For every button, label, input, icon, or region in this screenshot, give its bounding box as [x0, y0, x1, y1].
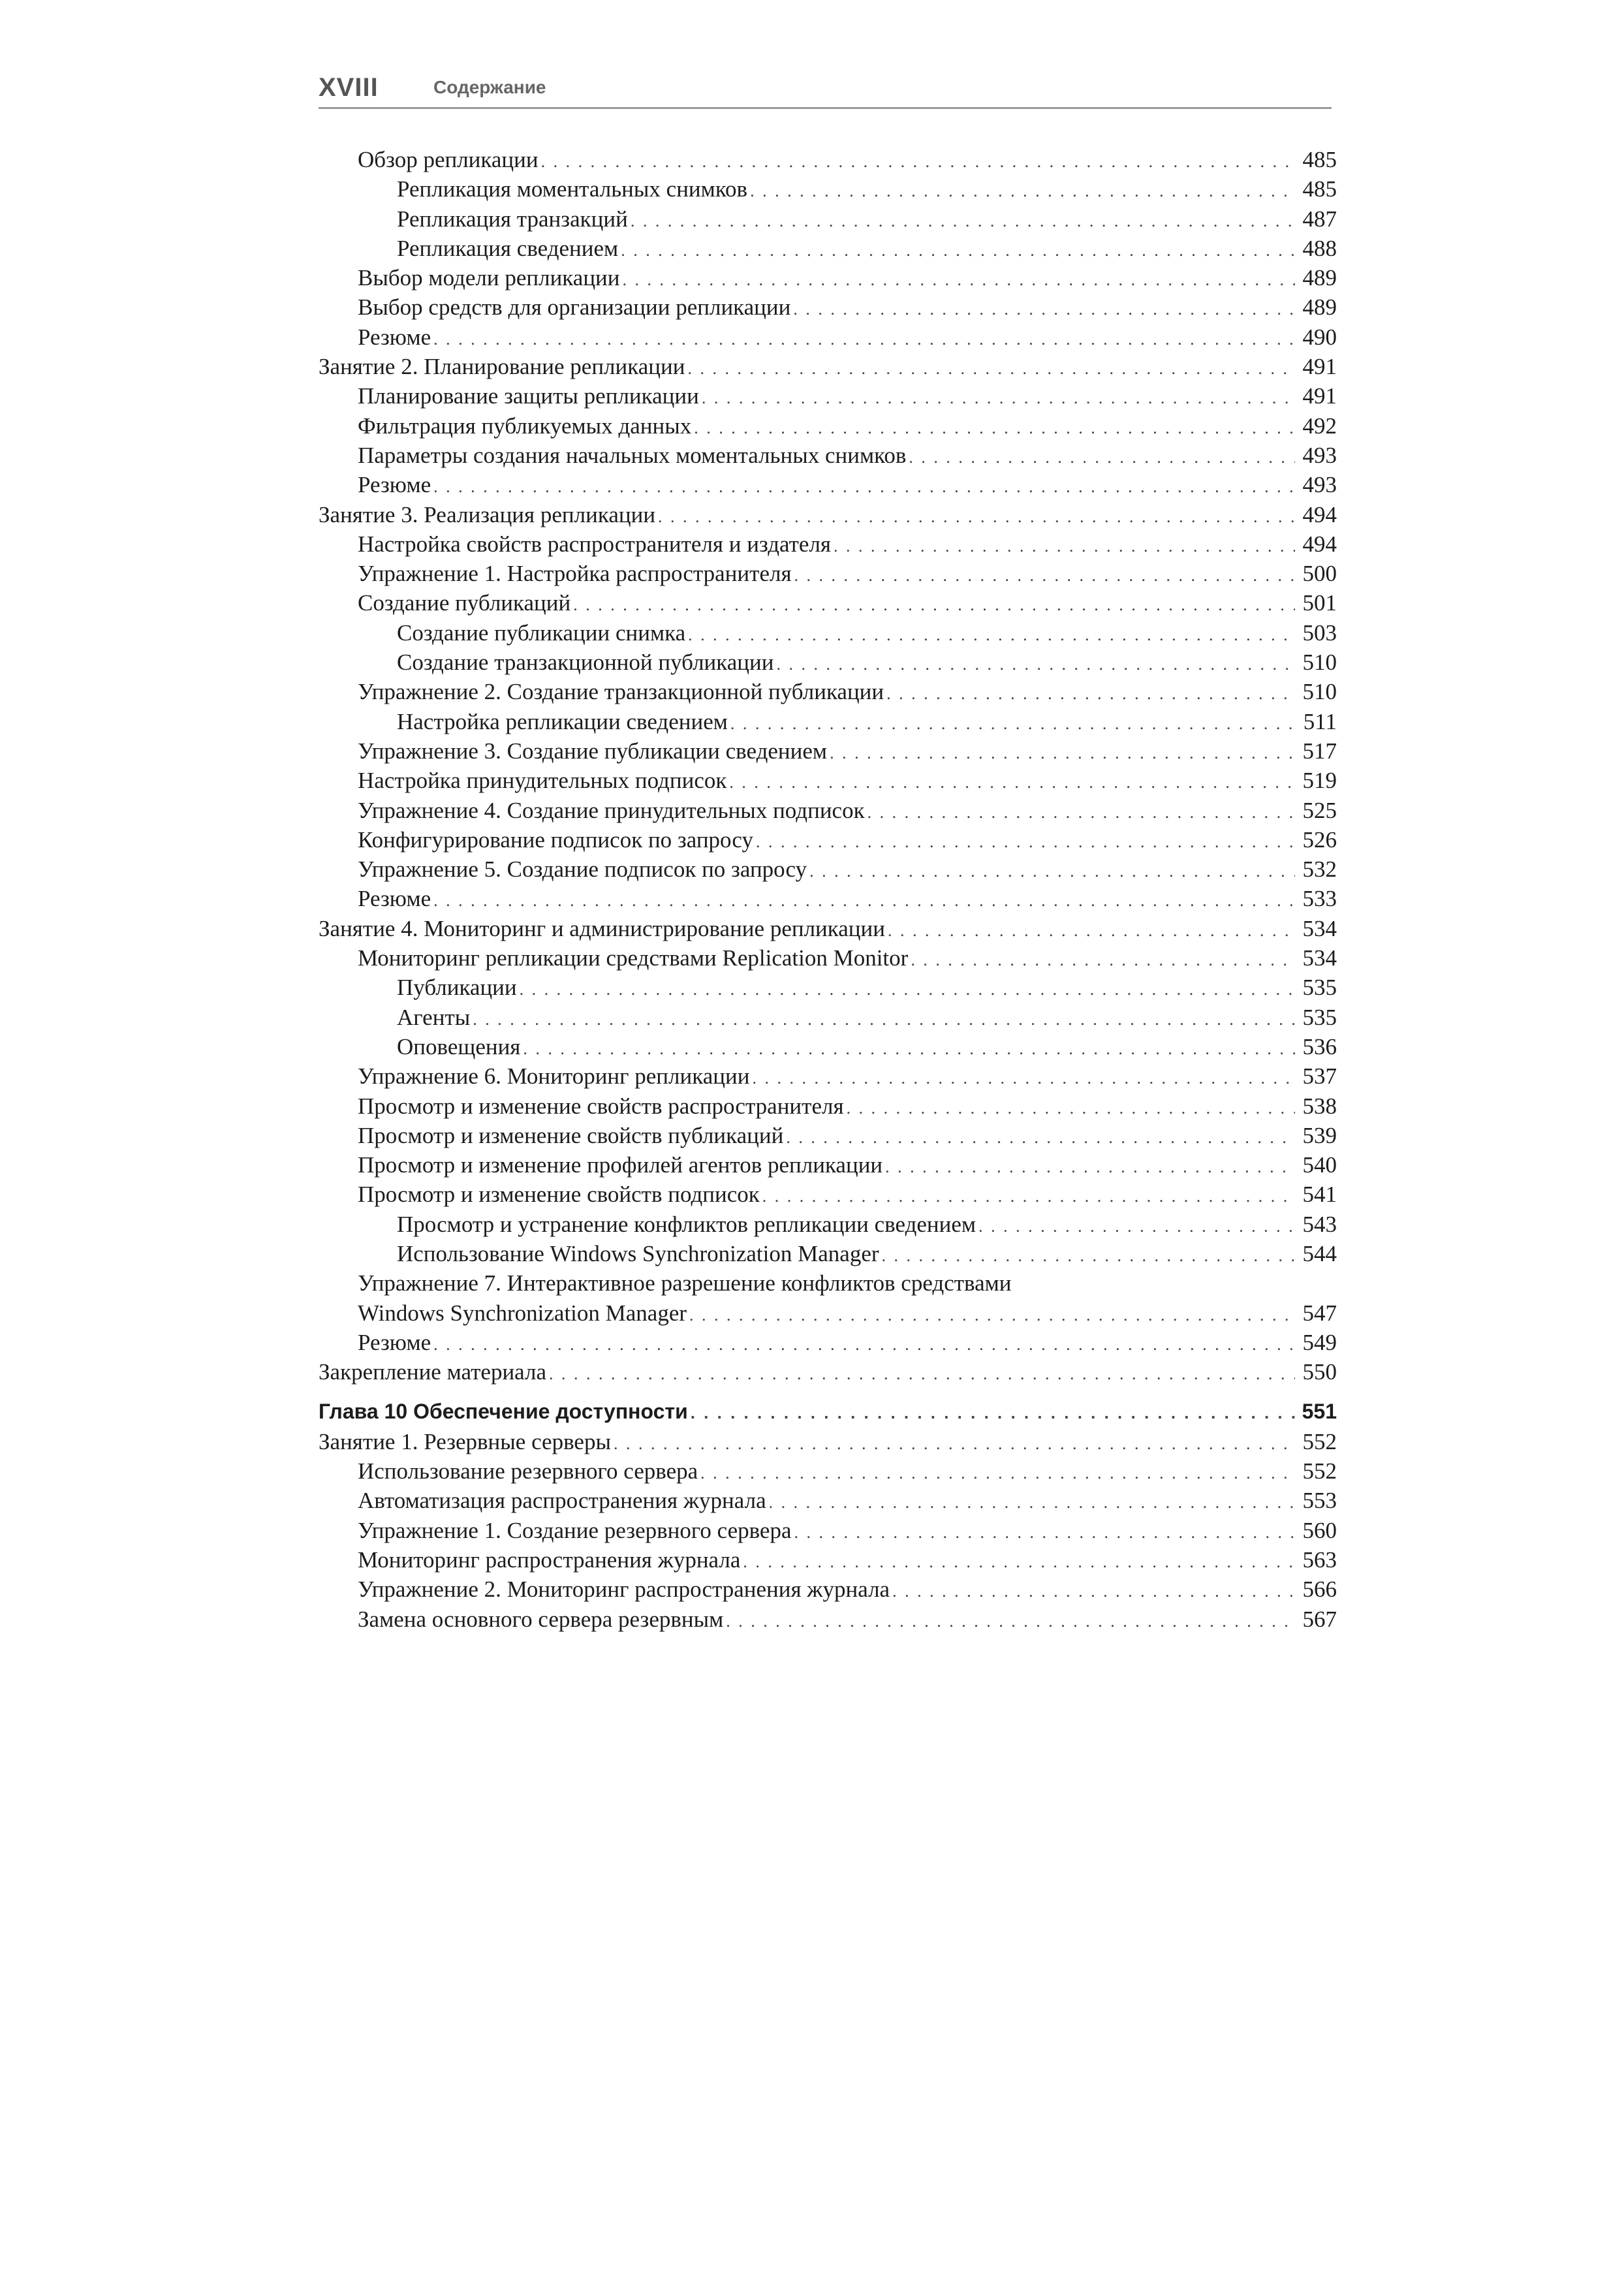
leader-dots — [888, 916, 1295, 945]
toc-entry-title: Просмотр и изменение свойств подписок — [358, 1182, 760, 1208]
leader-dots — [752, 1063, 1295, 1093]
toc-entry-title: Мониторинг репликации средствами Replication Monitor — [358, 945, 909, 971]
leader-dots — [762, 1182, 1295, 1211]
toc-entry[interactable] — [319, 292, 1337, 322]
toc-entry[interactable] — [319, 559, 1337, 588]
toc-entry[interactable] — [319, 263, 1337, 292]
toc-entry-page: 552 — [1302, 1458, 1337, 1484]
leader-dots — [631, 206, 1295, 236]
toc-entry-page: 485 — [1302, 176, 1337, 202]
toc-entry-title: Мониторинг распространения журнала — [358, 1546, 741, 1573]
toc-entry[interactable] — [319, 707, 1337, 736]
toc-entry-page: 539 — [1302, 1122, 1337, 1148]
toc-entry-title: Оповещения — [397, 1033, 521, 1059]
toc-entry[interactable] — [319, 1605, 1337, 1634]
leader-dots — [834, 531, 1295, 561]
toc-entry-page: 491 — [1302, 354, 1337, 380]
toc-entry-title: Выбор модели репликации — [358, 265, 620, 291]
chapter-title: Глава 10 Обеспечение доступности — [319, 1400, 688, 1424]
leader-dots — [786, 1123, 1295, 1152]
chapter-page: 551 — [1302, 1400, 1337, 1424]
toc-entry-title: Планирование защиты репликации — [358, 383, 699, 409]
leader-dots — [614, 1429, 1295, 1458]
toc-entry-page: 544 — [1302, 1240, 1337, 1266]
toc-entry-title: Настройка принудительных подписок — [358, 768, 727, 794]
toc-entry-title: Использование резервного сервера — [358, 1458, 698, 1484]
toc-entry-page: 526 — [1302, 826, 1337, 853]
toc-entry-title: Упражнение 7. Интерактивное разрешение конфликтов средствами — [358, 1270, 1012, 1296]
toc-entry-page: 489 — [1302, 265, 1337, 291]
toc-entry-title: Резюме — [358, 886, 431, 912]
toc-entry-page: 490 — [1302, 324, 1337, 350]
toc-entry-title: Создание транзакционной публикации — [397, 650, 774, 676]
toc-entry[interactable] — [319, 1239, 1337, 1268]
leader-dots — [689, 1300, 1295, 1330]
toc-entry-page: 519 — [1302, 768, 1337, 794]
toc-entry-title: Закрепление материала — [319, 1359, 547, 1385]
toc-entry-title: Агенты — [397, 1004, 471, 1030]
leader-dots — [978, 1212, 1295, 1241]
leader-dots — [623, 265, 1295, 294]
toc-entry-title: Упражнение 5. Создание подписок по запросу — [358, 856, 807, 883]
toc-entry-page: 536 — [1302, 1033, 1337, 1059]
leader-dots — [809, 856, 1295, 886]
leader-dots — [433, 324, 1295, 354]
toc-entry-title: Создание публикации снимка — [397, 620, 686, 646]
toc-entry[interactable] — [319, 1268, 1337, 1298]
toc-entry[interactable] — [319, 441, 1337, 470]
toc-entry-page: 541 — [1302, 1182, 1337, 1208]
toc-entry[interactable] — [319, 234, 1337, 263]
toc-entry-title: Настройка свойств распространителя и издателя — [358, 531, 832, 557]
leader-dots — [694, 413, 1295, 443]
leader-dots — [621, 236, 1295, 265]
toc-entry-page: 487 — [1302, 206, 1337, 232]
toc-entry-page: 510 — [1302, 650, 1337, 676]
leader-dots — [867, 798, 1295, 827]
toc-entry[interactable] — [319, 1091, 1337, 1121]
leader-dots — [776, 650, 1295, 679]
toc-entry-page: 535 — [1302, 975, 1337, 1001]
leader-dots — [750, 176, 1295, 206]
toc-entry-title: Создание публикаций — [358, 590, 571, 616]
toc-entry-title: Занятие 1. Резервные серверы — [319, 1428, 611, 1454]
toc-entry-title: Упражнение 6. Мониторинг репликации — [358, 1063, 750, 1090]
toc-entry-title: Репликация сведением — [397, 235, 619, 261]
leader-dots — [523, 1034, 1295, 1063]
leader-dots — [541, 147, 1295, 176]
toc-entry[interactable] — [319, 884, 1337, 913]
leader-dots — [520, 975, 1295, 1004]
toc-entry[interactable] — [319, 796, 1337, 825]
leader-dots — [433, 886, 1295, 915]
toc-entry-page: 494 — [1302, 531, 1337, 557]
toc-entry-page: 550 — [1302, 1359, 1337, 1385]
leader-dots — [756, 827, 1295, 856]
leader-dots — [793, 294, 1295, 324]
toc-entry[interactable] — [319, 1516, 1337, 1545]
toc-entry[interactable] — [319, 1180, 1337, 1209]
toc-entry[interactable] — [319, 1298, 1337, 1328]
toc-entry[interactable] — [319, 470, 1337, 499]
toc-entry-page: 501 — [1302, 590, 1337, 616]
toc-entry[interactable] — [319, 1061, 1337, 1091]
toc-entry-title: Замена основного сервера резервным — [358, 1606, 724, 1632]
toc-entry-title: Использование Windows Synchronization Manager — [397, 1240, 879, 1266]
toc-entry-page: 534 — [1302, 945, 1337, 971]
toc-entry-title: Занятие 3. Реализация репликации — [319, 501, 656, 527]
toc-entry-title: Windows Synchronization Manager — [358, 1300, 687, 1326]
toc-entry-page: 511 — [1303, 708, 1337, 734]
toc-entry-page: 560 — [1302, 1517, 1337, 1543]
toc-entry-title: Резюме — [358, 1329, 431, 1355]
leader-dots — [909, 443, 1295, 472]
leader-dots — [658, 502, 1295, 531]
toc-entry[interactable] — [319, 1456, 1337, 1486]
toc-entry[interactable] — [319, 618, 1337, 648]
toc-entry-page: 493 — [1302, 442, 1337, 468]
toc-entry-title: Настройка репликации сведением — [397, 708, 728, 734]
toc-entry-page: 500 — [1302, 561, 1337, 587]
toc-entry[interactable] — [319, 1150, 1337, 1180]
toc-entry-title: Обзор репликации — [358, 147, 539, 172]
leader-dots — [573, 590, 1295, 620]
toc-entry[interactable] — [319, 1357, 1337, 1387]
toc-entry[interactable] — [319, 588, 1337, 618]
toc-entry[interactable] — [319, 825, 1337, 855]
toc-entry[interactable] — [319, 381, 1337, 411]
toc-entry[interactable] — [319, 736, 1337, 766]
toc-entry[interactable] — [319, 855, 1337, 884]
toc-entry-page: 552 — [1302, 1428, 1337, 1454]
leader-dots — [688, 620, 1295, 650]
toc-entry-title: Занятие 2. Планирование репликации — [319, 354, 685, 380]
toc-entry[interactable] — [319, 411, 1337, 441]
leader-dots — [794, 561, 1295, 590]
toc-entry[interactable] — [319, 1575, 1337, 1604]
toc-entry[interactable] — [319, 204, 1337, 234]
leader-dots — [847, 1093, 1295, 1123]
leader-dots — [726, 1607, 1295, 1636]
leader-dots — [885, 1152, 1295, 1182]
toc-entry-title: Просмотр и устранение конфликтов репликации сведением — [397, 1211, 976, 1237]
toc-entry[interactable] — [319, 1032, 1337, 1061]
toc-entry-title: Фильтрация публикуемых данных — [358, 413, 692, 439]
chapter-entries — [319, 1427, 1337, 1634]
toc-entry-title: Упражнение 2. Создание транзакционной публикации — [358, 679, 884, 705]
toc-entry[interactable] — [319, 500, 1337, 529]
leader-dots — [729, 768, 1295, 797]
toc-entry-title: Резюме — [358, 324, 431, 350]
toc-entry-page: 535 — [1302, 1004, 1337, 1030]
leader-dots — [433, 1330, 1295, 1359]
toc-entry-page: 540 — [1302, 1152, 1337, 1178]
leader-dots — [882, 1241, 1295, 1270]
toc-entry-title: Упражнение 4. Создание принудительных подписок — [358, 797, 865, 823]
toc-entry-page: 567 — [1302, 1606, 1337, 1632]
toc-entry[interactable] — [319, 145, 1337, 174]
leader-dots — [892, 1576, 1295, 1606]
toc-entry-page: 553 — [1302, 1488, 1337, 1514]
toc-entry-title: Резюме — [358, 472, 431, 498]
toc-entry[interactable] — [319, 766, 1337, 795]
running-title: Содержание — [433, 77, 546, 97]
toc-entry-page: 491 — [1302, 383, 1337, 409]
toc-entry[interactable] — [319, 174, 1337, 204]
chapter-heading[interactable] — [319, 1397, 1337, 1426]
leader-dots — [691, 1398, 1295, 1428]
toc-entry-title: Упражнение 3. Создание публикации сведением — [358, 738, 828, 764]
leader-dots — [769, 1488, 1295, 1517]
toc-entry-title: Упражнение 1. Настройка распространителя — [358, 561, 792, 587]
toc-entry-page: 532 — [1302, 856, 1337, 883]
toc-entry-title: Конфигурирование подписок по запросу — [358, 826, 754, 853]
toc-entry-title: Репликация моментальных снимков — [397, 176, 748, 202]
toc-entry-title: Параметры создания начальных моментальных снимков — [358, 442, 907, 468]
toc-entry[interactable] — [319, 1486, 1337, 1515]
toc-entry[interactable] — [319, 322, 1337, 352]
leader-dots — [830, 738, 1295, 768]
toc-entry-title: Упражнение 1. Создание резервного сервера — [358, 1517, 792, 1543]
toc-entry-title: Занятие 4. Мониторинг и администрирование репликации — [319, 915, 885, 941]
toc-entry-page: 538 — [1302, 1093, 1337, 1119]
toc-entry[interactable] — [319, 648, 1337, 677]
toc-entry-page: 489 — [1302, 294, 1337, 321]
toc-entry[interactable] — [319, 973, 1337, 1002]
toc-entry[interactable] — [319, 1427, 1337, 1456]
toc-entry-title: Просмотр и изменение профилей агентов репликации — [358, 1152, 883, 1178]
toc-entry-page: 525 — [1302, 797, 1337, 823]
leader-dots — [687, 354, 1295, 383]
toc-entry-title: Просмотр и изменение свойств публикаций — [358, 1122, 784, 1148]
table-of-contents — [319, 145, 1337, 1634]
toc-entry-title: Просмотр и изменение свойств распространителя — [358, 1093, 844, 1119]
toc-entry[interactable] — [319, 943, 1337, 973]
toc-entry[interactable] — [319, 352, 1337, 381]
toc-entry-page: 493 — [1302, 472, 1337, 498]
toc-entry-title: Выбор средств для организации репликации — [358, 294, 791, 321]
toc-entry-page: 510 — [1302, 679, 1337, 705]
toc-entry[interactable] — [319, 1545, 1337, 1575]
leader-dots — [702, 383, 1295, 413]
leader-dots — [730, 709, 1295, 738]
leader-dots — [700, 1458, 1295, 1488]
leader-dots — [911, 945, 1295, 975]
toc-entry-page: 503 — [1302, 620, 1337, 646]
toc-entry-title: Репликация транзакций — [397, 206, 628, 232]
leader-dots — [743, 1547, 1295, 1576]
toc-entry[interactable] — [319, 1121, 1337, 1150]
toc-entry-page: 517 — [1302, 738, 1337, 764]
leader-dots — [473, 1005, 1295, 1034]
toc-entries — [319, 145, 1337, 1387]
toc-entry-page: 485 — [1302, 147, 1337, 172]
toc-entry-page: 534 — [1302, 915, 1337, 941]
toc-entry-title: Упражнение 2. Мониторинг распространения журнала — [358, 1576, 890, 1603]
leader-dots — [433, 472, 1295, 501]
toc-entry-page: 533 — [1302, 886, 1337, 912]
toc-entry-title: Публикации — [397, 975, 517, 1001]
toc-entry-title: Автоматизация распространения журнала — [358, 1488, 766, 1514]
toc-entry[interactable] — [319, 677, 1337, 706]
toc-entry[interactable] — [319, 529, 1337, 559]
toc-entry[interactable] — [319, 1003, 1337, 1032]
toc-entry-page: 549 — [1302, 1329, 1337, 1355]
toc-entry-page: 492 — [1302, 413, 1337, 439]
page-header — [319, 71, 1332, 109]
toc-entry-page: 537 — [1302, 1063, 1337, 1090]
leader-dots — [886, 679, 1295, 708]
toc-entry-page: 547 — [1302, 1300, 1337, 1326]
toc-entry-page: 563 — [1302, 1546, 1337, 1573]
toc-entry[interactable] — [319, 914, 1337, 943]
toc-entry-page: 494 — [1302, 501, 1337, 527]
toc-entry-page: 566 — [1302, 1576, 1337, 1603]
toc-entry-page: 543 — [1302, 1211, 1337, 1237]
leader-dots — [794, 1518, 1296, 1547]
toc-entry[interactable] — [319, 1328, 1337, 1357]
leader-dots — [549, 1359, 1295, 1388]
toc-entry[interactable] — [319, 1210, 1337, 1239]
toc-entry-page: 488 — [1302, 235, 1337, 261]
page-folio: XVIII — [319, 73, 379, 102]
